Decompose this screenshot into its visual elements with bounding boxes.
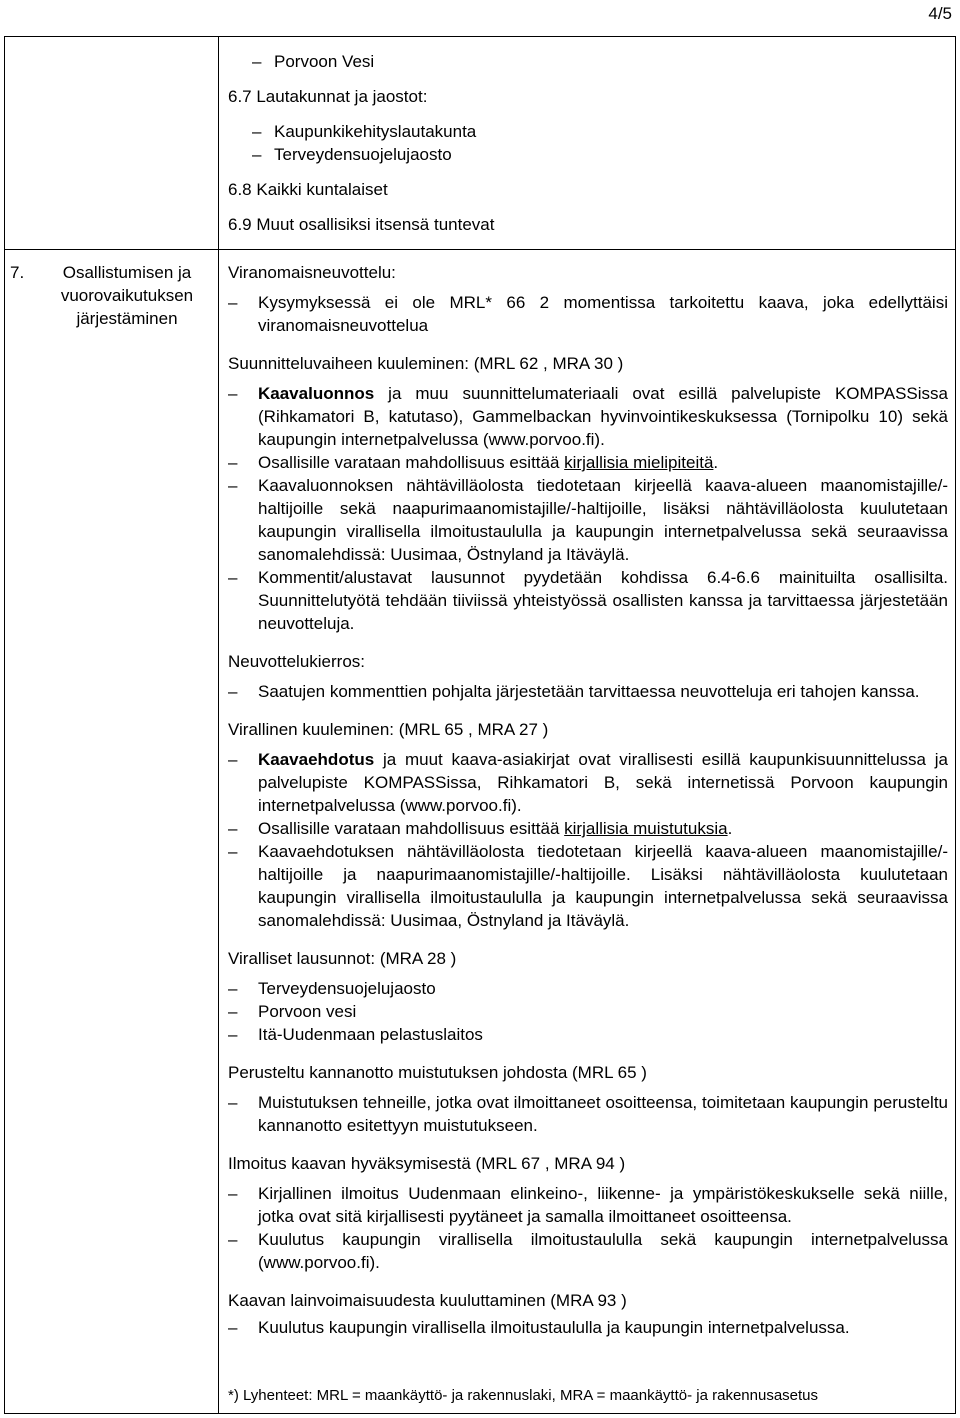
dash-bullet: – [228, 568, 238, 587]
lainvoima-item-1: Kuulutus kaupungin virallisella ilmoitustaululla ja kaupungin internetpalvelussa. [258, 1318, 850, 1337]
virallinen-item-3: Kaavaehdotuksen nähtävilläolosta tiedotetaan kirjeellä kaava-alueen maanomistajille/-haltijoille ja naapurimaanomistajille/-haltijoille. Lisäksi nähtävilläolosta kuulutetaan kaupungin virallisella ilmoitustaululla ja kaupungin internetpalvelussa sekä seuraavissa sanomalehdissä: Uusimaa, Östnyland ja Itäväylä. [258, 842, 948, 930]
row-7-label [10, 261, 210, 328]
dash-bullet: – [228, 1184, 238, 1203]
list-item [228, 291, 948, 337]
virallinen-item-2-post: . [727, 819, 733, 838]
dash-bullet: – [228, 293, 238, 312]
suunnittelu-item-3: Kaavaluonnoksen nähtävilläolosta tiedotetaan kirjeellä kaava-alueen maanomistajille/-haltijoille sekä naapurimaanomistajille/-haltijoille, lisäksi nähtävilläolosta kuulutetaan kaupungin virallisella ilmoitustaululla ja kaupungin internetpalvelussa sekä seuraavissa sanomalehdissä: Uusimaa, Östnyland ja Itäväylä. [258, 476, 948, 564]
list-item [228, 1228, 948, 1274]
dash-bullet: – [252, 52, 262, 71]
perusteltu-title: Perusteltu kannanotto muistutuksen johdosta (MRL 65 ) [228, 1063, 647, 1082]
list-item [228, 1316, 948, 1339]
list-item [228, 977, 948, 1000]
section-6-8: 6.8 Kaikki kuntalaiset [228, 180, 388, 199]
row-number: 7. [10, 263, 25, 282]
list-item [228, 50, 948, 73]
list-item [228, 120, 948, 143]
item-terveydensuojelu: Terveydensuojelujaosto [274, 145, 452, 164]
dash-bullet: – [228, 1093, 238, 1112]
list-item [228, 451, 948, 474]
row-divider [4, 249, 956, 250]
list-item [228, 566, 948, 635]
section-6-7: 6.7 Lautakunnat ja jaostot: [228, 87, 428, 106]
viranomais-item-1: Kysymyksessä ei ole MRL* 66 2 momentissa tarkoitettu kaava, joka edellyttäisi viranomaisneuvottelua [258, 293, 948, 335]
list-item [228, 143, 948, 166]
dash-bullet: – [228, 384, 238, 403]
label-line-3: järjestäminen [76, 309, 178, 328]
virallinen-item-2-pre: Osallisille varataan mahdollisuus esittää [258, 819, 565, 838]
list-item [228, 1182, 948, 1228]
muistutuksia-link[interactable]: kirjallisia muistutuksia [564, 819, 728, 838]
dash-bullet: – [228, 750, 238, 769]
virallinen-title: Virallinen kuuleminen: (MRL 65 , MRA 27 ) [228, 720, 549, 739]
dash-bullet: – [228, 842, 238, 861]
footnote: *) Lyhenteet: MRL = maankäyttö- ja rakennuslaki, MRA = maankäyttö- ja rakennusasetus [228, 1387, 819, 1404]
neuvottelu-title: Neuvottelukierros: [228, 652, 366, 671]
column-divider [218, 36, 219, 1414]
suunnittelu-item-1: ja muu suunnittelumateriaali ovat esillä palvelupiste KOMPASSissa (Rihkamatori B, katutaso), Gammelbackan hyvinvointikeskuksessa (Tornipolku 10) sekä kaupungin internetpalvelussa (www.porvoo.fi). [258, 384, 948, 449]
section-6-continuation [228, 50, 948, 236]
section-6-9: 6.9 Muut osallisiksi itsensä tuntevat [228, 215, 495, 234]
list-item [228, 474, 948, 566]
dash-bullet: – [228, 682, 238, 701]
dash-bullet: – [228, 476, 238, 495]
list-item [228, 1023, 948, 1046]
list-item [228, 680, 948, 703]
lausunnot-item-3: Itä-Uudenmaan pelastuslaitos [258, 1025, 483, 1044]
list-item [228, 840, 948, 932]
list-item [228, 1091, 948, 1137]
ilmoitus-item-2: Kuulutus kaupungin virallisella ilmoitustaululla sekä kaupungin internetpalvelussa (www.porvoo.fi). [258, 1230, 948, 1272]
row-7-content [228, 261, 948, 1339]
lainvoima-title: Kaavan lainvoimaisuudesta kuuluttaminen (MRA 93 ) [228, 1291, 627, 1310]
list-item [228, 382, 948, 451]
list-item [228, 748, 948, 817]
neuvottelu-item-1: Saatujen kommenttien pohjalta järjestetään tarvittaessa neuvotteluja eri tahojen kanssa. [258, 682, 920, 701]
dash-bullet: – [228, 1002, 238, 1021]
perusteltu-item-1: Muistutuksen tehneille, jotka ovat ilmoittaneet osoitteensa, toimitetaan kaupungin perusteltu kannanotto esitettyyn muistutukseen. [258, 1093, 948, 1135]
suunnittelu-title: Suunnitteluvaiheen kuuleminen: (MRL 62 , MRA 30 ) [228, 354, 624, 373]
dash-bullet: – [228, 453, 238, 472]
dash-bullet: – [228, 819, 238, 838]
dash-bullet: – [252, 122, 262, 141]
dash-bullet: – [228, 979, 238, 998]
suunnittelu-item-2-pre: Osallisille varataan mahdollisuus esittää [258, 453, 565, 472]
lausunnot-item-2: Porvoon vesi [258, 1002, 357, 1021]
dash-bullet: – [228, 1318, 238, 1337]
virallinen-item-1: ja muut kaava-asiakirjat ovat virallisesti esillä kaupunkisuunnittelussa ja palvelupiste KOMPASSissa, Rihkamatori B, sekä internetissä Porvoon kaupungin internetpalvelussa (www.porvoo.fi). [258, 750, 948, 815]
item-kaupunkikehitys: Kaupunkikehityslautakunta [274, 122, 477, 141]
ilmoitus-title: Ilmoitus kaavan hyväksymisestä (MRL 67 , MRA 94 ) [228, 1154, 626, 1173]
viranomais-title: Viranomaisneuvottelu: [228, 263, 396, 282]
dash-bullet: – [228, 1230, 238, 1249]
item-porvoon-vesi: Porvoon Vesi [274, 52, 375, 71]
label-line-2: vuorovaikutuksen [60, 286, 194, 305]
list-item [228, 817, 948, 840]
lausunnot-item-1: Terveydensuojelujaosto [258, 979, 436, 998]
list-item [228, 1000, 948, 1023]
mielipiteita-link[interactable]: kirjallisia mielipiteitä [564, 453, 714, 472]
suunnittelu-item-2-post: . [713, 453, 719, 472]
suunnittelu-item-4: Kommentit/alustavat lausunnot pyydetään kohdissa 6.4-6.6 mainituilta osallisilta. Suunnittelutyötä tehdään tiiviissä yhteistyössä osallisten kanssa ja tarvittaessa järjestetään neuvotteluja. [258, 568, 948, 633]
kaavaehdotus-label: Kaavaehdotus [258, 750, 375, 769]
lausunnot-title: Viralliset lausunnot: (MRA 28 ) [228, 949, 457, 968]
page-number: 4/5 [928, 4, 952, 23]
ilmoitus-item-1: Kirjallinen ilmoitus Uudenmaan elinkeino-, liikenne- ja ympäristökeskukselle sekä niille, jotka ovat sitä kirjallisesti pyytäneet ja samalla ilmoittaneet osoitteensa. [258, 1184, 948, 1226]
dash-bullet: – [228, 1025, 238, 1044]
label-line-1: Osallistumisen ja [62, 263, 192, 282]
kaavaluonnos-label: Kaavaluonnos [258, 384, 375, 403]
dash-bullet: – [252, 145, 262, 164]
